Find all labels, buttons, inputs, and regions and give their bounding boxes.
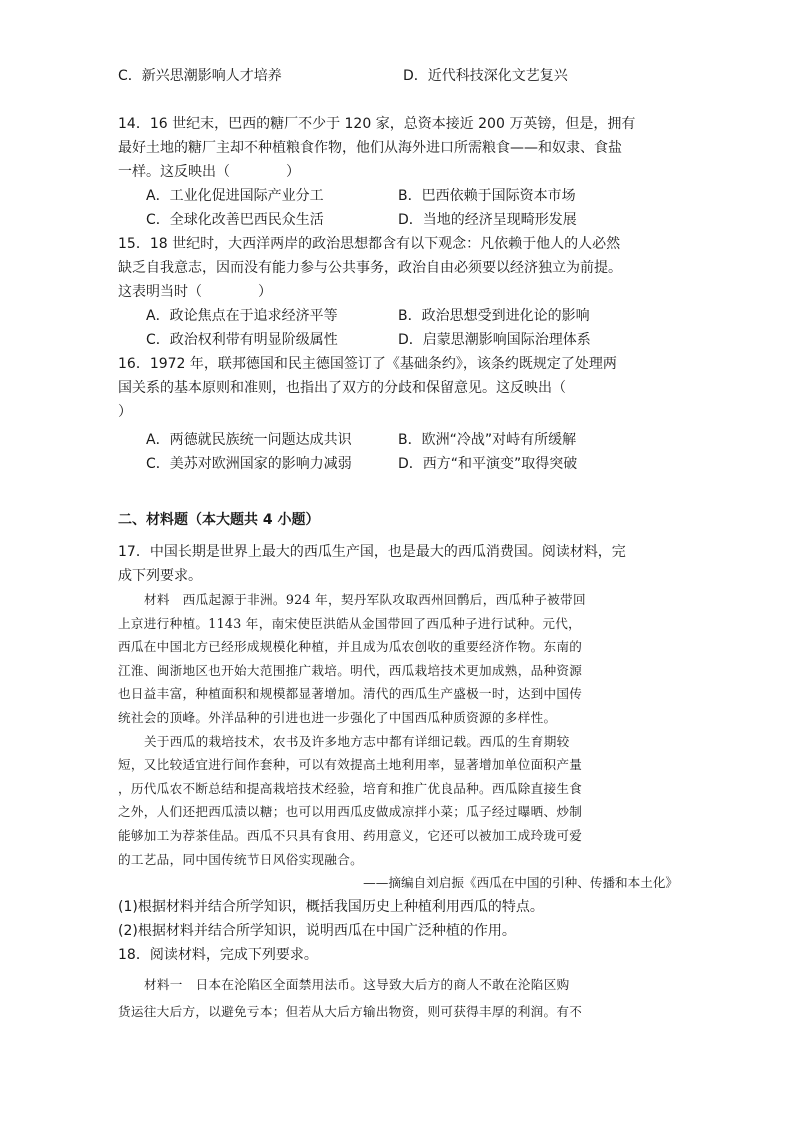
q13-option-d: D．近代科技深化文艺复兴 bbox=[403, 68, 568, 84]
q14-stem-line: 14．16 世纪末，巴西的糖厂不少于 120 家，总资本接近 200 万英镑，但是，拥有 bbox=[118, 116, 636, 132]
q14-options-row bbox=[118, 208, 678, 232]
q15-options-row bbox=[118, 328, 678, 352]
q15-option-c: C．政治权利带有明显阶级属性 bbox=[146, 332, 338, 348]
q16-option-a: A．两德就民族统一问题达成共识 bbox=[146, 432, 352, 448]
q14-option-c: C．全球化改善巴西民众生活 bbox=[146, 212, 324, 228]
q17-stem-line: 成下列要求。 bbox=[118, 568, 202, 584]
q17-subquestion-2: (2)根据材料并结合所学知识，说明西瓜在中国广泛种植的作用。 bbox=[118, 922, 516, 939]
q14-stem-line: 最好土地的糖厂主却不种植粮食作物，他们从海外进口所需粮食——和奴隶、食盐 bbox=[118, 140, 622, 156]
question-16 bbox=[118, 352, 678, 476]
q15-stem-line: 这表明当时（ ） bbox=[118, 284, 272, 300]
q18-stem-line: 18．阅读材料，完成下列要求。 bbox=[118, 946, 318, 963]
q14-option-d: D．当地的经济呈现畸形发展 bbox=[398, 212, 577, 228]
q17-stem-line: 17．中国长期是世界上最大的西瓜生产国，也是最大的西瓜消费国。阅读材料，完 bbox=[118, 544, 626, 560]
question-17 bbox=[118, 540, 678, 943]
q17-subquestion-1: (1)根据材料并结合所学知识，概括我国历史上种植利用西瓜的特点。 bbox=[118, 898, 544, 915]
material-line: 也日益丰富，种植面积和规模都显著增加。清代的西瓜生产盛极一时，达到中国传 bbox=[118, 686, 583, 702]
q16-stem-line: 国关系的基本原则和准则，也指出了双方的分歧和保留意见。这反映出（ bbox=[118, 380, 566, 396]
q13-options-row bbox=[118, 64, 678, 88]
q15-stem-line: 15．18 世纪时，大西洋两岸的政治思想都含有以下观念：凡依赖于他人的人必然 bbox=[118, 236, 621, 252]
material-line: 短，又比较适宜进行间作套种，可以有效提高土地利用率，显著增加单位面积产量 bbox=[118, 757, 583, 773]
material-line: 关于西瓜的栽培技术，农书及许多地方志中都有详细记载。西瓜的生育期较 bbox=[144, 733, 570, 749]
q15-option-b: B．政治思想受到进化论的影响 bbox=[398, 308, 590, 324]
q15-option-d: D．启蒙思潮影响国际治理体系 bbox=[398, 332, 591, 348]
q16-option-d: D．西方“和平演变”取得突破 bbox=[398, 456, 578, 472]
material-line: 江淮、闽浙地区也开始大范围推广栽培。明代，西瓜栽培技术更加成熟，品种资源 bbox=[118, 662, 583, 678]
q16-options-row bbox=[118, 452, 678, 476]
q15-option-a: A．政论焦点在于追求经济平等 bbox=[146, 308, 338, 324]
material-line: 能够加工为荐茶佳品。西瓜不只具有食用、药用意义，它还可以被加工成玲珑可爱 bbox=[118, 827, 583, 843]
q16-option-b: B．欧洲“冷战”对峙有所缓解 bbox=[398, 432, 577, 448]
section-2-title: 二、材料题（本大题共 4 小题） bbox=[118, 512, 320, 528]
q16-stem-line: 16．1972 年，联邦德国和民主德国签订了《基础条约》，该条约既规定了处理两 bbox=[118, 356, 617, 372]
q15-options-row bbox=[118, 304, 678, 328]
material-line: 的工艺品，同中国传统节日风俗实现融合。 bbox=[118, 851, 363, 867]
material-line: 材料 西瓜起源于非洲。924 年，契丹军队攻取西州回鹘后，西瓜种子被带回 bbox=[144, 592, 586, 607]
material-line: 西瓜在中国北方已经形成规模化种植，并且成为瓜农创收的重要经济作物。东南的 bbox=[118, 639, 583, 655]
material-line: ，历代瓜农不断总结和提高栽培技术经验，培育和推广优良品种。西瓜除直接生食 bbox=[118, 780, 583, 796]
material-line: 材料一 日本在沦陷区全面禁用法币。这导致大后方的商人不敢在沦陷区购 bbox=[144, 976, 570, 992]
question-14 bbox=[118, 112, 678, 232]
q17-material bbox=[118, 588, 678, 871]
q16-options-row bbox=[118, 428, 678, 452]
question-18 bbox=[118, 943, 678, 1024]
material-line: 上京进行种植。1143 年，南宋使臣洪皓从金国带回了西瓜种子进行试种。元代， bbox=[118, 615, 582, 631]
q14-option-a: A．工业化促进国际产业分工 bbox=[146, 188, 324, 204]
q16-stem-line: ） bbox=[118, 404, 132, 420]
q14-stem-line: 一样。这反映出（ ） bbox=[118, 164, 300, 180]
exam-page bbox=[118, 60, 678, 1024]
material-line: 统社会的顶峰。外洋品种的引进也进一步强化了中国西瓜种质资源的多样性。 bbox=[118, 709, 557, 725]
q16-option-c: C．美苏对欧洲国家的影响力减弱 bbox=[146, 456, 352, 472]
q13-option-c: C．新兴思潮影响人才培养 bbox=[118, 68, 282, 84]
material-line: 之外，人们还把西瓜渍以糖；也可以用西瓜皮做成凉拌小菜；瓜子经过曝晒、炒制 bbox=[118, 804, 583, 820]
q15-stem-line: 缺乏自我意志，因而没有能力参与公共事务，政治自由必须要以经济独立为前提。 bbox=[118, 260, 622, 276]
question-15 bbox=[118, 232, 678, 352]
q14-option-b: B．巴西依赖于国际资本市场 bbox=[398, 188, 576, 204]
q14-options-row bbox=[118, 184, 678, 208]
q17-source-citation: ——摘编自刘启振《西瓜在中国的引种、传播和本土化》 bbox=[363, 875, 678, 891]
material-line: 货运往大后方，以避免亏本；但若从大后方输出物资，则可获得丰厚的利润。有不 bbox=[118, 1004, 583, 1020]
q18-material bbox=[118, 973, 678, 1024]
